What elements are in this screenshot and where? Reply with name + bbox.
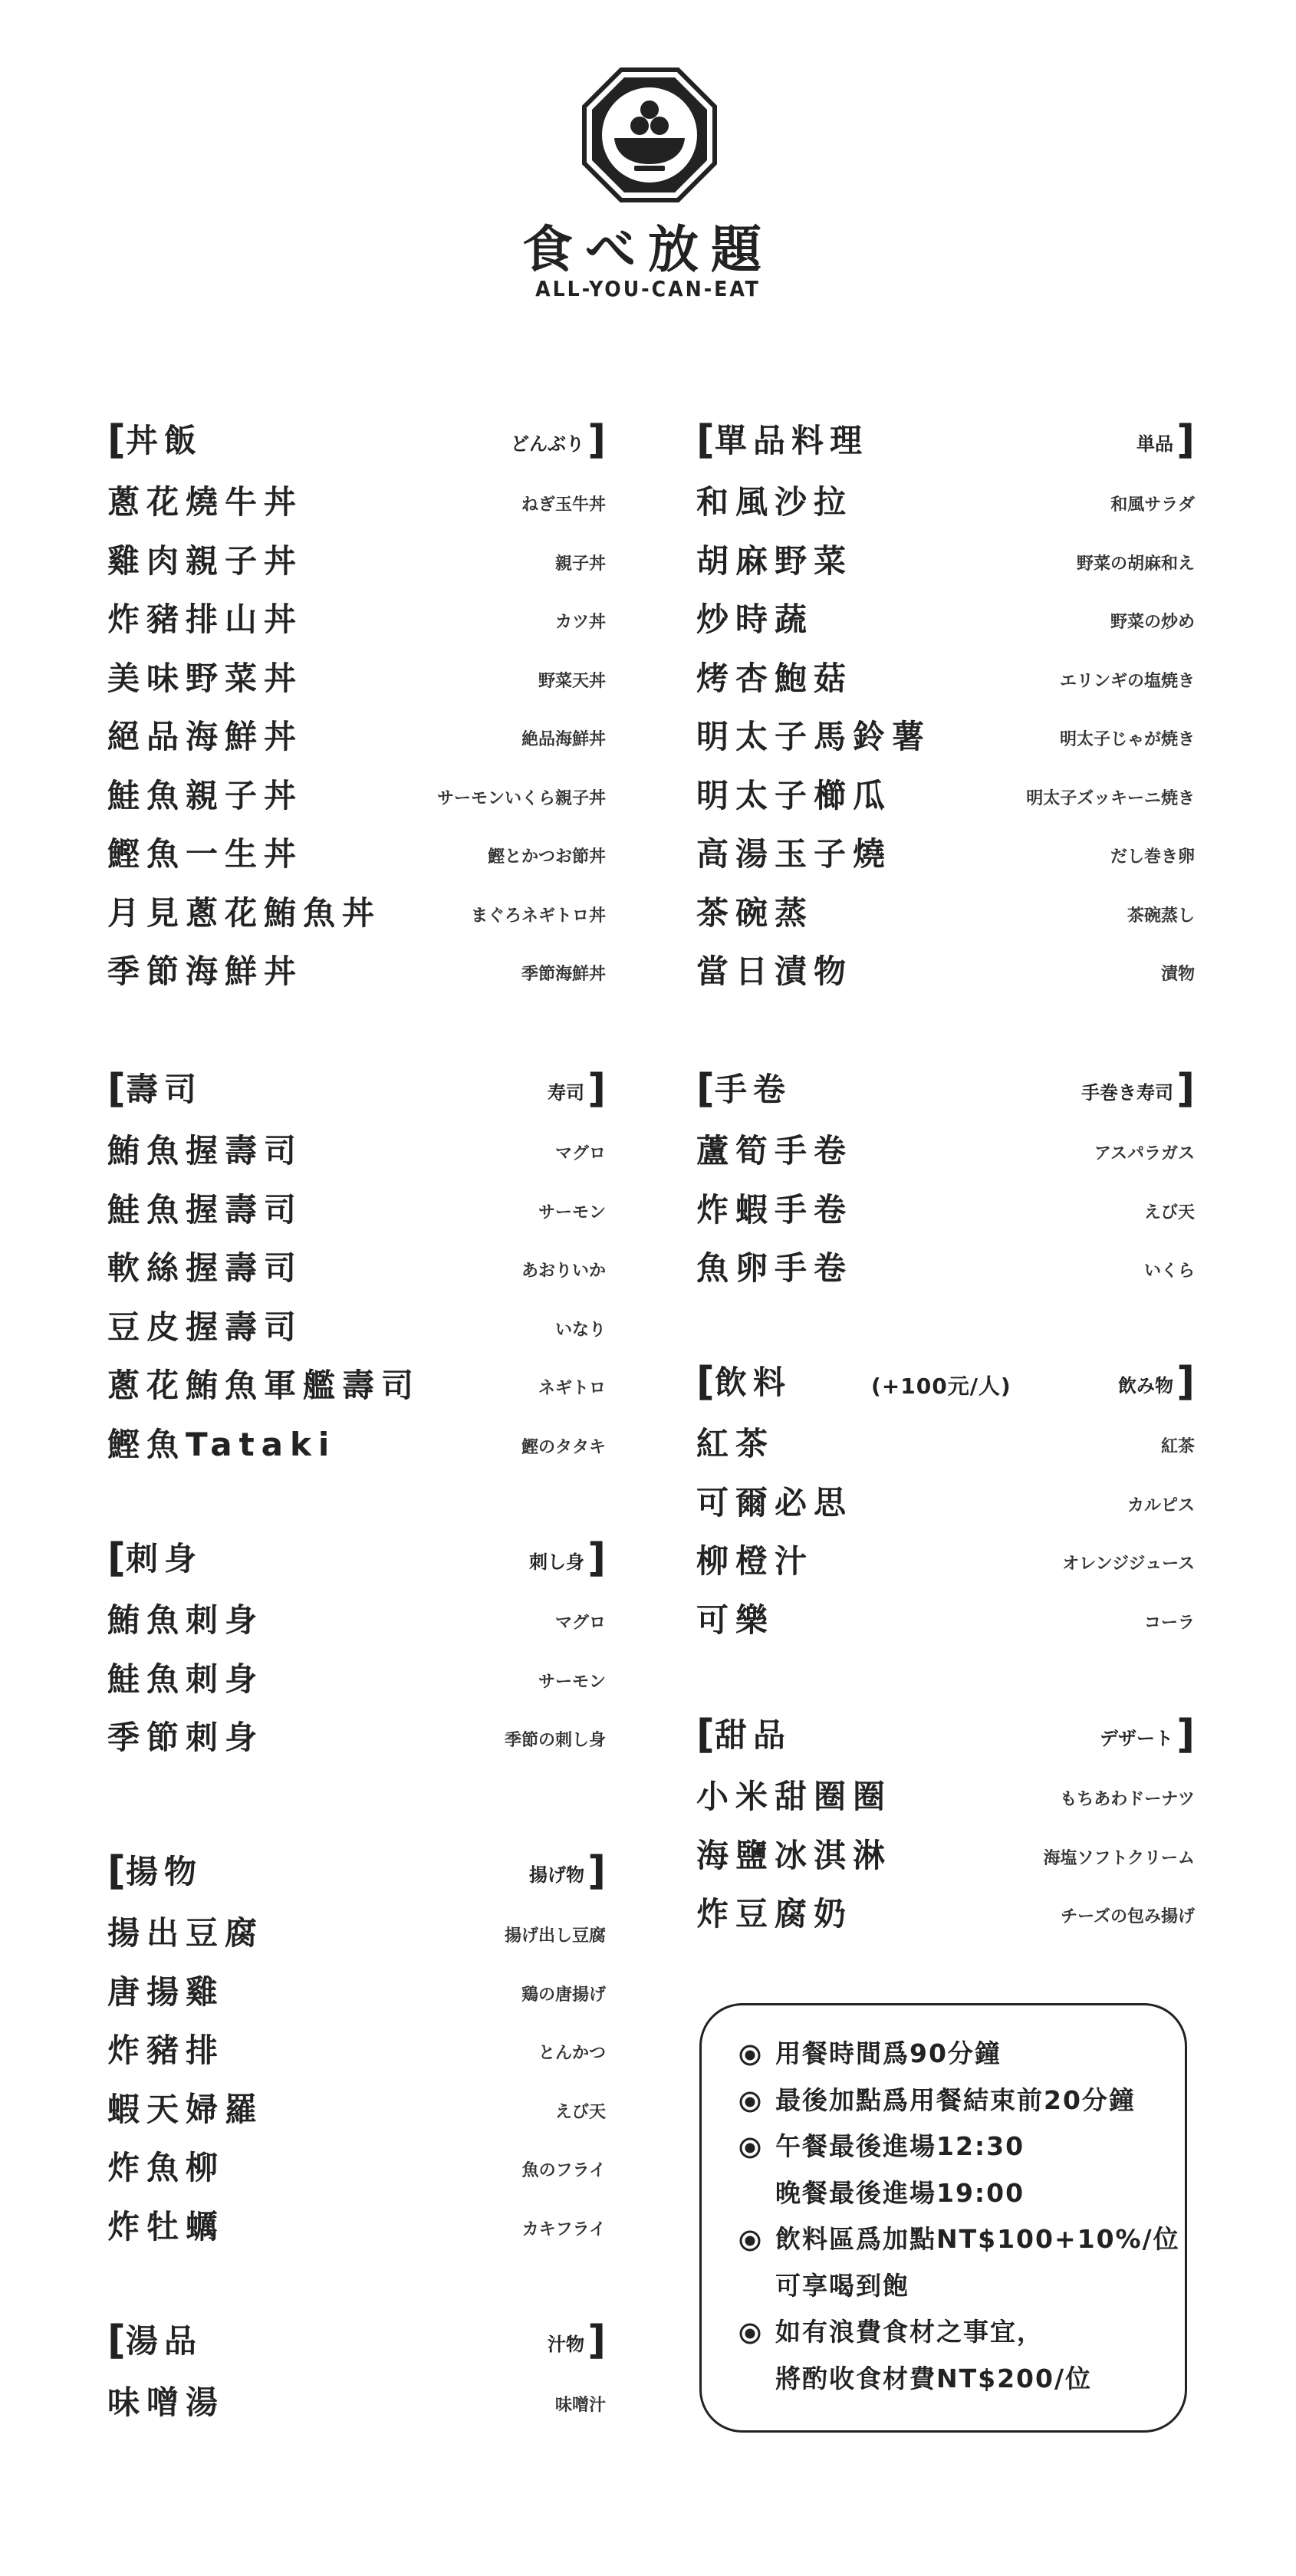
item-name: 炸蝦手卷 [696,1190,854,1229]
bracket-close: ] [587,1848,606,1894]
item-name-jp: サーモン [538,1672,606,1692]
item-name: 明太子馬鈴薯 [696,718,932,755]
menu-item [107,1126,606,1185]
item-name: 豆皮握壽司 [107,1308,304,1346]
bracket-open: [ [696,1359,715,1405]
notice-line [738,2124,1168,2171]
item-name-jp: とんかつ [538,2044,606,2063]
item-name-jp: まぐろネギトロ丼 [470,906,606,926]
item-name-jp: ネギトロ [538,1379,606,1398]
rules-notice-box [699,2003,1187,2433]
item-name-jp: 和風サラダ [1110,495,1195,515]
section-title: 揚物 [126,1853,203,1890]
section-soup [107,2318,606,2421]
menu-item [107,1967,606,2026]
item-name: 炸豬排山丼 [107,600,304,638]
notice-text: 用餐時間爲90分鐘 [775,2038,1002,2068]
section-title: 湯品 [126,2322,203,2360]
bracket-open: [ [107,2318,126,2364]
section-title-jp: 飲み物 [1118,1375,1173,1397]
item-name: 季節刺身 [107,1719,265,1756]
menu-item [696,1831,1195,1890]
section-title-jp: 単品 [1136,433,1173,455]
item-name: 鮭魚親子丼 [107,776,304,814]
item-name: 炸牡蠣 [107,2207,225,2245]
section-donburi [107,417,606,990]
item-name-jp: 紅茶 [1160,1437,1195,1456]
menu-item [696,1772,1195,1831]
item-name: 味噌湯 [107,2384,225,2421]
section-temaki [696,1066,1195,1287]
item-name: 明太子櫛瓜 [696,776,893,814]
section-header [696,1360,1195,1406]
section-header [107,1068,606,1114]
item-name-jp: 味噌汁 [554,2396,606,2415]
section-dessert [696,1712,1195,1933]
item-name-jp: 季節海鮮丼 [521,965,606,984]
item-name-jp: いくら [1143,1262,1195,1281]
notice-line [738,2264,1168,2311]
item-name-jp: 鰹のタタキ [521,1437,606,1457]
item-name: 小米甜圈圈 [696,1778,893,1815]
menu-item [696,594,1195,653]
bracket-close: ] [1176,417,1195,463]
bowl-logo-icon [581,66,719,204]
bracket-open: [ [696,1712,715,1758]
section-title-jp: 寿司 [548,1082,584,1104]
item-name-jp: 茶碗蒸し [1127,906,1195,926]
menu-item [107,771,606,830]
bracket-open: [ [107,1535,126,1581]
menu-item [696,1595,1195,1654]
bullet-icon [738,2137,761,2160]
item-name-jp: 魚のフライ [521,2161,606,2180]
item-name-jp: えび天 [554,2102,606,2122]
menu-item [696,1889,1195,1948]
menu-item [107,653,606,712]
bracket-close: ] [587,1066,606,1112]
notice-line [738,2171,1168,2218]
item-name-jp: いなり [554,1320,606,1340]
notice-line [738,2078,1168,2125]
menu-item [696,1478,1195,1537]
item-name-jp: 季節の刺し身 [504,1731,606,1750]
item-name: 蝦天婦羅 [107,2090,265,2128]
menu-item [107,829,606,888]
bullet-icon [738,2322,761,2345]
item-name: 鮭魚握壽司 [107,1190,304,1229]
menu-item [696,771,1195,830]
menu-item [696,1419,1195,1478]
section-header [107,419,606,465]
item-name: 揚出豆腐 [107,1914,265,1952]
section-title: 手卷 [715,1071,792,1108]
item-name: 胡麻野菜 [696,541,854,580]
menu-item [696,536,1195,595]
item-name-jp: 明太子ズッキーニ焼き [1026,788,1195,808]
section-header [696,1713,1195,1759]
menu-item [107,1185,606,1244]
section-header [696,419,1195,465]
menu-item [107,1360,606,1420]
item-name: 炒時蔬 [696,600,814,638]
section-header [107,1537,606,1583]
item-name-jp: サーモン [538,1202,606,1222]
notice-line [738,2310,1168,2357]
page-title: 食べ放題 [522,220,774,279]
item-name-jp: あおりいか [521,1262,606,1281]
menu-item [107,2143,606,2202]
item-name: 絕品海鮮丼 [107,718,304,755]
item-name: 月見蔥花鮪魚丼 [107,893,382,932]
menu-item [107,1243,606,1302]
bracket-open: [ [107,417,126,463]
section-title: 丼飯 [126,422,203,459]
item-name-jp: カルピス [1127,1495,1195,1515]
bracket-open: [ [696,417,715,463]
menu-item [696,712,1195,771]
item-name: 炸豆腐奶 [696,1895,854,1933]
item-name-jp: 野菜の胡麻和え [1076,554,1195,574]
item-name: 和風沙拉 [696,483,854,521]
section-title-jp: どんぶり [511,433,584,455]
section-title: 單品料理 [715,422,869,459]
bullet-icon [738,2044,761,2067]
menu-item [696,1536,1195,1595]
item-name-jp: 海塩ソフトクリーム [1043,1848,1195,1868]
bracket-close: ] [587,2318,606,2364]
bracket-close: ] [1176,1359,1195,1405]
item-name: 魚卵手卷 [696,1249,854,1287]
section-title-jp: 汁物 [548,2334,584,2355]
section-title: 甜品 [715,1716,792,1754]
menu-item [107,536,606,595]
menu-item [696,829,1195,888]
item-name-jp: 野菜天丼 [538,671,606,691]
bracket-close: ] [587,417,606,463]
notice-text: 飲料區爲加點NT$100+10%/位 [775,2224,1180,2254]
item-name-jp: もちあわドーナツ [1060,1790,1195,1809]
item-name: 軟絲握壽司 [107,1249,304,1287]
item-name: 雞肉親子丼 [107,541,304,580]
item-name: 蔥花鮪魚軍艦壽司 [107,1367,421,1404]
menu-item [107,946,606,1005]
item-name: 紅茶 [696,1425,775,1462]
item-name: 鮭魚刺身 [107,1660,265,1698]
notice-line [738,2032,1168,2078]
bracket-open: [ [696,1066,715,1112]
menu-item [696,1185,1195,1244]
item-name: 炸豬排 [107,2032,225,2069]
section-title: 飲料 [715,1364,792,1401]
menu-item [107,2202,606,2261]
notice-text: 晚餐最後進場19:00 [775,2177,1025,2208]
item-name: 鮪魚握壽司 [107,1132,304,1170]
notice-text: 可享喝到飽 [775,2270,910,2301]
section-header [696,1068,1195,1114]
item-name-jp: 漬物 [1160,965,1195,984]
item-name-jp: 明太子じゃが焼き [1059,730,1195,749]
section-header [107,2319,606,2365]
item-name: 高湯玉子燒 [696,835,893,873]
menu-item [107,888,606,947]
bracket-open: [ [107,1848,126,1894]
item-name: 蘆筍手卷 [696,1132,854,1170]
item-name: 烤杏鮑菇 [696,659,854,697]
item-name-jp: カキフライ [521,2219,606,2239]
bracket-open: [ [107,1066,126,1112]
item-name: 海鹽冰淇淋 [696,1836,893,1874]
item-name-jp: 揚げ出し豆腐 [504,1926,606,1946]
menu-item [107,1302,606,1361]
menu-item [107,1420,606,1479]
section-sushi [107,1066,606,1463]
item-name-jp: マグロ [554,1144,606,1163]
item-name: 炸魚柳 [107,2149,225,2186]
item-name-jp: マグロ [554,1614,606,1633]
item-name: 可樂 [696,1601,775,1639]
menu-item [696,1126,1195,1185]
item-name: 茶碗蒸 [696,893,814,932]
menu-item [696,946,1195,1005]
menu-item [107,712,606,771]
item-name-jp: だし巻き卵 [1110,847,1195,867]
section-title: 刺身 [126,1540,203,1578]
section-title-jp: 刺し身 [529,1551,584,1573]
item-name: 可爾必思 [696,1483,854,1522]
menu-item [107,1712,606,1772]
item-name-jp: ねぎ玉牛丼 [521,495,606,515]
item-name-jp: 絶品海鮮丼 [521,730,606,749]
menu-item [107,1654,606,1713]
menu-item [107,2084,606,2143]
notice-text: 將酌收食材費NT$200/位 [775,2363,1093,2393]
item-name-jp: えび天 [1143,1202,1195,1222]
item-name: 柳橙汁 [696,1542,814,1580]
bracket-close: ] [1176,1712,1195,1758]
notice-text: 如有浪費食材之事宜， [775,2317,1044,2347]
section-drinks [696,1359,1195,1639]
item-name: 鰹魚Tataki [107,1425,337,1463]
bullet-icon [738,2229,761,2252]
item-name-jp: チーズの包み揚げ [1061,1907,1195,1926]
section-title-jp: デザート [1100,1728,1173,1749]
menu-item [107,2025,606,2084]
item-name-jp: サーモンいくら親子丼 [436,788,606,808]
notice-line [738,2217,1180,2264]
section-title-jp: 手巻き寿司 [1081,1082,1173,1104]
menu-item [696,888,1195,947]
page-subtitle: ALL-YOU-CAN-EAT [535,276,761,301]
item-name-jp: 野菜の炒め [1110,613,1195,632]
section-price-note: (+100元/人) [871,1374,1011,1399]
item-name: 唐揚雞 [107,1972,225,2011]
section-sashimi [107,1535,606,1756]
item-name-jp: 鶏の唐揚げ [521,1985,606,2005]
menu-item [696,653,1195,712]
menu-item [107,1595,606,1654]
menu-item [696,1243,1195,1302]
section-single [696,417,1195,990]
item-name-jp: 鰹とかつお節丼 [487,847,606,867]
menu-item [107,1908,606,1967]
section-agemono [107,1848,606,2245]
item-name-jp: エリンギの塩焼き [1059,671,1195,691]
bracket-close: ] [587,1535,606,1581]
item-name: 美味野菜丼 [107,659,304,697]
item-name: 蔥花燒牛丼 [107,483,304,521]
item-name: 季節海鮮丼 [107,952,304,990]
menu-item [107,477,606,536]
section-header [107,1850,606,1896]
section-title-jp: 揚げ物 [529,1864,584,1886]
item-name-jp: オレンジジュース [1062,1554,1195,1574]
item-name-jp: コーラ [1143,1613,1195,1633]
section-title: 壽司 [126,1071,203,1108]
menu-item [107,2377,606,2436]
item-name-jp: アスパラガス [1094,1144,1195,1163]
notice-line [738,2357,1168,2403]
item-name: 當日漬物 [696,952,854,990]
menu-item [107,594,606,653]
item-name: 鮪魚刺身 [107,1601,265,1639]
notice-text: 最後加點爲用餐結束前20分鐘 [775,2084,1136,2115]
notice-text: 午餐最後進場12:30 [775,2131,1025,2161]
item-name-jp: 親子丼 [554,554,606,574]
bracket-close: ] [1176,1066,1195,1112]
bullet-icon [738,2091,761,2114]
item-name: 鰹魚一生丼 [107,835,304,873]
menu-item [696,477,1195,536]
item-name-jp: カツ丼 [554,613,606,632]
